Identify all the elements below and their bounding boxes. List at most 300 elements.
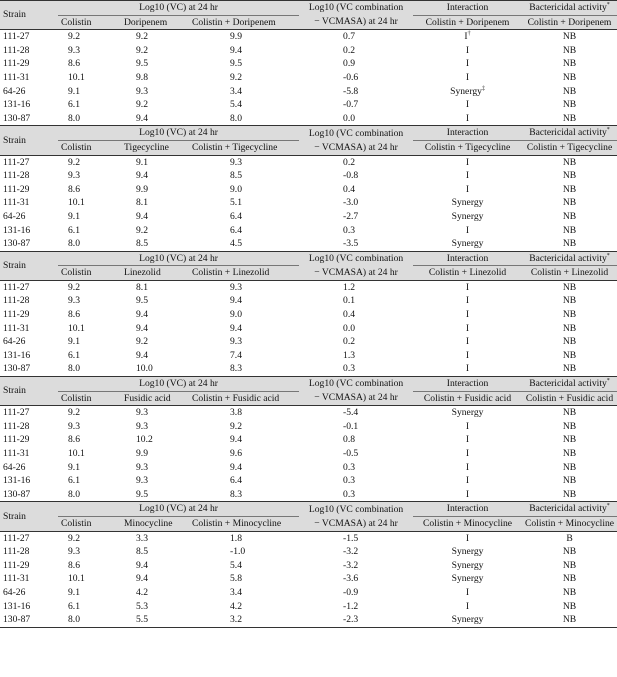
strain-cell: 111-27 (3, 281, 30, 293)
bactericidal-cell: NB (562, 210, 577, 222)
bactericidal-header-label: Bactericidal activity (529, 503, 607, 515)
bactericidal-cell: NB (562, 99, 577, 111)
log-diff-cell: -2.3 (299, 613, 413, 627)
log-diff-cell: 1.2 (343, 281, 356, 293)
combo-cell: 5.4 (230, 99, 242, 111)
combo-cell: 8.3 (188, 488, 299, 502)
log-diff-header-bottom: − VCMASA) at 24 hr (299, 15, 413, 30)
log-diff-header-bottom: − VCMASA) at 24 hr (299, 140, 413, 155)
colistin-cell: 6.1 (68, 600, 80, 612)
interaction-value: I (465, 156, 470, 168)
combo-cell: 9.4 (230, 461, 242, 473)
log-diff-cell: -5.4 (343, 407, 359, 419)
combo-cell: 9.2 (230, 420, 242, 432)
bactericidal-header-label: Bactericidal activity (529, 378, 607, 390)
interaction-cell (413, 545, 522, 559)
strain-cell: 131-16 (3, 224, 31, 236)
interaction-value: Synergy (451, 559, 484, 571)
log-diff-cell: 0.4 (343, 183, 356, 195)
colistin-header: Colistin (58, 391, 120, 406)
combo-header: Colistin + Doripenem (188, 15, 299, 30)
combo-cell: 6.4 (230, 224, 242, 236)
colistin-header: Colistin (58, 516, 120, 531)
bactericidal-footnote-mark: * (606, 377, 610, 384)
colistin-cell: 9.2 (68, 281, 80, 293)
interaction-value: I (465, 420, 470, 432)
interaction-value: I (465, 295, 470, 307)
combo-cell: 6.4 (230, 210, 242, 222)
drug-cell: 9.2 (136, 31, 148, 43)
interaction-value: I (465, 99, 470, 111)
colistin-cell: 8.0 (58, 112, 120, 126)
colistin-cell: 10.1 (68, 448, 85, 459)
section-subheader-row (0, 15, 617, 30)
combo-cell: 9.4 (230, 44, 242, 56)
interaction-value: I (465, 532, 470, 544)
colistin-cell: 9.2 (68, 156, 80, 168)
log-diff-cell: -0.9 (343, 586, 359, 598)
interaction-footnote-mark: † (467, 31, 471, 37)
drug-cell: 9.1 (136, 156, 148, 168)
combo-cell: 9.3 (230, 156, 242, 168)
interaction-value: I (465, 600, 470, 612)
bactericidal-combo-header: Colistin + Fusidic acid (522, 391, 617, 406)
table-row (0, 406, 617, 420)
log-diff-header-top: Log10 (VC combination (299, 126, 413, 141)
log-diff-cell: 0.2 (343, 156, 356, 168)
log-vc-header: Log10 (VC) at 24 hr (58, 377, 299, 392)
interaction-cell (413, 98, 522, 112)
interaction-cell (413, 210, 522, 224)
table-row (0, 461, 617, 475)
log-diff-cell: -3.5 (299, 237, 413, 251)
combo-cell: 9.4 (230, 322, 242, 334)
strain-cell: 131-16 (3, 99, 31, 111)
section-header-row (0, 126, 617, 141)
bactericidal-cell: NB (562, 461, 577, 473)
interaction-cell (413, 237, 522, 251)
drug-cell: 9.3 (136, 420, 148, 432)
table-row (0, 210, 617, 224)
log-diff-header-bottom: − VCMASA) at 24 hr (299, 391, 413, 406)
colistin-cell: 9.3 (68, 44, 80, 56)
strain-header: Strain (0, 377, 58, 406)
bactericidal-cell: NB (562, 407, 577, 419)
log-vc-header: Log10 (VC) at 24 hr (58, 251, 299, 266)
interaction-cell (413, 613, 522, 627)
log-diff-cell: 0.9 (343, 58, 356, 70)
combo-cell: 8.5 (230, 170, 242, 182)
bactericidal-cell: NB (562, 434, 577, 446)
interaction-cell (413, 169, 522, 183)
drug-cell: 9.2 (136, 99, 148, 111)
drug-cell: 9.3 (136, 407, 148, 419)
bactericidal-cell: NB (562, 58, 577, 70)
interaction-value: Synergy (451, 573, 484, 585)
log-diff-cell: -0.8 (343, 170, 359, 182)
drug-cell: 9.3 (136, 475, 148, 487)
interaction-value: I (465, 363, 470, 375)
interaction-cell (413, 572, 522, 586)
log-diff-cell: -0.6 (343, 71, 359, 83)
colistin-cell: 9.3 (68, 170, 80, 182)
strain-cell: 130-87 (0, 362, 58, 376)
log-diff-header-top: Log10 (VC combination (299, 251, 413, 266)
bactericidal-footnote-mark: * (606, 127, 610, 134)
table-row (0, 433, 617, 447)
bactericidal-header-label: Bactericidal activity (529, 2, 607, 13)
bactericidal-cell: NB (562, 559, 577, 571)
log-diff-header-top: Log10 (VC combination (299, 1, 413, 16)
log-diff-cell: 0.3 (343, 475, 356, 487)
combo-cell: 3.2 (188, 613, 299, 627)
interaction-cell (413, 85, 522, 99)
table-row (0, 98, 617, 112)
drug-cell: 9.4 (136, 210, 148, 222)
interaction-cell (413, 112, 522, 126)
drug-cell: 10.2 (136, 434, 153, 446)
strain-header: Strain (0, 251, 58, 280)
drug-cell: 8.5 (120, 237, 188, 251)
strain-header: Strain (0, 1, 58, 30)
interaction-cell (413, 322, 522, 336)
bactericidal-footnote-mark: * (606, 1, 610, 8)
interaction-value: I (465, 58, 470, 70)
bactericidal-cell: NB (562, 197, 577, 209)
bactericidal-cell: NB (562, 573, 577, 585)
interaction-value: I (465, 112, 470, 124)
colistin-cell: 8.0 (58, 237, 120, 251)
strain-cell: 131-16 (3, 349, 31, 361)
interaction-value: I (465, 170, 470, 182)
colistin-cell: 9.2 (68, 407, 80, 419)
colistin-cell: 9.3 (68, 420, 80, 432)
log-diff-cell: -1.2 (343, 600, 359, 612)
log-diff-cell: 0.1 (343, 295, 356, 307)
combo-header: Colistin + Linezolid (188, 266, 299, 281)
colistin-header: Colistin (58, 140, 120, 155)
interaction-header: Interaction (413, 377, 522, 392)
log-diff-cell: -3.2 (343, 559, 359, 571)
interaction-cell (413, 44, 522, 58)
interaction-cell (413, 559, 522, 573)
interaction-value: I (465, 44, 470, 56)
bactericidal-cell: NB (562, 420, 577, 432)
log-diff-cell: 1.3 (343, 349, 356, 361)
strain-cell: 111-27 (3, 31, 30, 43)
table-row (0, 447, 617, 461)
table-row (0, 545, 617, 559)
interaction-combo-header: Colistin + Linezolid (413, 266, 522, 281)
combo-cell: 7.4 (230, 349, 242, 361)
combo-cell: 5.1 (230, 197, 242, 209)
interaction-value: I (465, 336, 470, 348)
bactericidal-combo-header: Colistin + Doripenem (522, 15, 617, 30)
table-row (0, 169, 617, 183)
interaction-cell (413, 280, 522, 294)
colistin-cell: 9.1 (68, 336, 80, 348)
combo-cell: 3.8 (230, 407, 242, 419)
strain-cell: 64-26 (3, 461, 26, 473)
log-diff-cell: 0.8 (343, 434, 356, 446)
interaction-cell (413, 196, 522, 210)
interaction-combo-header: Colistin + Minocycline (413, 516, 522, 531)
bactericidal-cell: NB (562, 156, 577, 168)
bactericidal-cell: NB (562, 448, 577, 459)
strain-cell: 111-27 (3, 156, 30, 168)
strain-cell: 131-16 (3, 600, 31, 612)
strain-cell: 130-87 (0, 613, 58, 627)
interaction-cell (413, 362, 522, 376)
drug-cell: 8.1 (136, 281, 148, 293)
table-row (0, 362, 617, 376)
drug-cell: 8.5 (136, 546, 148, 558)
interaction-header: Interaction (413, 502, 522, 517)
strain-cell: 130-87 (0, 237, 58, 251)
table-row (0, 335, 617, 349)
interaction-value: I (465, 349, 470, 361)
table-row (0, 30, 617, 44)
colistin-cell: 9.2 (68, 532, 80, 544)
interaction-cell (413, 349, 522, 363)
interaction-value: I (465, 448, 470, 459)
table-row (0, 294, 617, 308)
section-header-row (0, 377, 617, 392)
drug-cell: 9.5 (120, 488, 188, 502)
log-diff-cell: 0.4 (343, 309, 356, 321)
log-diff-cell: 0.0 (299, 112, 413, 126)
drug-cell: 9.4 (136, 309, 148, 321)
combo-cell: 9.3 (230, 336, 242, 348)
strain-cell: 64-26 (3, 586, 26, 598)
interaction-cell (413, 488, 522, 502)
strain-cell: 64-26 (3, 336, 26, 348)
drug-cell: 9.8 (136, 71, 148, 83)
colistin-cell: 8.0 (58, 613, 120, 627)
interaction-value: Synergy (451, 210, 484, 222)
interaction-cell (413, 586, 522, 600)
section-header-row (0, 502, 617, 517)
drug-cell: 5.3 (136, 600, 148, 612)
colistin-cell: 10.1 (68, 573, 85, 585)
log-diff-cell: -0.5 (343, 448, 359, 459)
table-row (0, 85, 617, 99)
drug-header: Tigecycline (120, 140, 188, 155)
interaction-cell (413, 600, 522, 614)
drug-cell: 9.3 (136, 85, 148, 97)
log-diff-header-bottom: − VCMASA) at 24 hr (299, 266, 413, 281)
log-diff-cell: 0.3 (299, 488, 413, 502)
drug-cell: 10.0 (120, 362, 188, 376)
colistin-cell: 9.1 (68, 85, 80, 97)
interaction-combo-header: Colistin + Doripenem (413, 15, 522, 30)
colistin-header: Colistin (58, 15, 120, 30)
drug-cell: 9.2 (136, 44, 148, 56)
combo-cell: 8.3 (188, 362, 299, 376)
table-row (0, 183, 617, 197)
bactericidal-cell: NB (562, 600, 577, 612)
interaction-cell (413, 71, 522, 85)
combo-cell: 9.0 (230, 183, 242, 195)
log-diff-header-bottom: − VCMASA) at 24 hr (299, 516, 413, 531)
drug-cell: 9.4 (136, 559, 148, 571)
combo-cell: 9.0 (230, 309, 242, 321)
table-row (0, 322, 617, 336)
bactericidal-header-label: Bactericidal activity (529, 252, 607, 264)
strain-cell: 111-29 (3, 58, 30, 70)
log-diff-cell: 0.3 (343, 461, 356, 473)
colistin-header: Colistin (58, 266, 120, 281)
log-diff-cell: 0.7 (343, 31, 356, 43)
strain-cell: 130-87 (0, 488, 58, 502)
bactericidal-cell: NB (522, 488, 617, 502)
log-diff-cell: 0.3 (299, 362, 413, 376)
bactericidal-cell: NB (562, 295, 577, 307)
strain-cell: 131-16 (3, 475, 31, 487)
colistin-cell: 9.3 (68, 546, 80, 558)
bactericidal-cell: NB (562, 44, 577, 56)
table-row (0, 44, 617, 58)
interaction-value: Synergy (451, 546, 484, 558)
log-vc-header: Log10 (VC) at 24 hr (58, 1, 299, 16)
colistin-cell: 9.1 (68, 210, 80, 222)
strain-cell: 111-31 (3, 197, 30, 209)
drug-cell: 9.9 (136, 183, 148, 195)
drug-header: Minocycline (120, 516, 188, 531)
combo-header: Colistin + Minocycline (188, 516, 299, 531)
colistin-cell: 9.3 (68, 295, 80, 307)
interaction-header: Interaction (413, 1, 522, 16)
drug-header: Fusidic acid (120, 391, 188, 406)
bactericidal-header (522, 126, 617, 141)
table-row (0, 308, 617, 322)
interaction-footnote-mark: ‡ (481, 85, 485, 92)
bactericidal-combo-header: Colistin + Linezolid (522, 266, 617, 281)
interaction-cell (413, 155, 522, 169)
table-row (0, 57, 617, 71)
table-row (0, 71, 617, 85)
log-diff-cell: -0.1 (343, 420, 359, 432)
bactericidal-cell: NB (562, 183, 577, 195)
interaction-cell (413, 224, 522, 238)
table-row (0, 559, 617, 573)
log-diff-cell: 0.0 (343, 322, 356, 334)
interaction-cell (413, 30, 522, 44)
combo-cell: 9.4 (230, 295, 242, 307)
bactericidal-cell: NB (562, 281, 577, 293)
strain-cell: 111-31 (3, 322, 30, 334)
strain-cell: 111-28 (3, 44, 30, 56)
interaction-cell (413, 474, 522, 488)
interaction-value: I (465, 434, 470, 446)
bactericidal-cell: NB (562, 546, 577, 558)
table-row (0, 280, 617, 294)
colistin-cell: 9.1 (68, 586, 80, 598)
combo-cell: 9.5 (230, 58, 242, 70)
table-row (0, 488, 617, 502)
strain-cell: 111-28 (3, 170, 30, 182)
bactericidal-cell: NB (522, 613, 617, 627)
colistin-cell: 8.0 (58, 488, 120, 502)
table-row (0, 572, 617, 586)
strain-cell: 111-27 (3, 532, 30, 544)
interaction-value: I (465, 475, 470, 487)
drug-cell: 9.5 (136, 295, 148, 307)
interaction-value: Synergy (451, 614, 484, 626)
interaction-cell (413, 531, 522, 545)
bactericidal-combo-header: Colistin + Tigecycline (522, 140, 617, 155)
bactericidal-footnote-mark: * (606, 252, 610, 259)
drug-cell: 9.2 (136, 336, 148, 348)
bactericidal-cell: NB (562, 322, 577, 334)
drug-cell: 9.4 (136, 170, 148, 182)
combo-cell: 3.4 (230, 586, 242, 598)
bactericidal-cell: NB (562, 586, 577, 598)
combo-cell: -1.0 (230, 546, 246, 558)
bactericidal-cell: NB (562, 170, 577, 182)
combo-cell: 5.8 (230, 573, 242, 585)
combo-cell: 3.4 (230, 85, 242, 97)
combo-cell: 5.4 (230, 559, 242, 571)
bactericidal-cell: NB (562, 309, 577, 321)
strain-cell: 111-31 (3, 71, 30, 83)
bactericidal-cell: NB (522, 237, 617, 251)
section-header-row (0, 1, 617, 16)
drug-cell: 5.5 (120, 613, 188, 627)
colistin-cell: 8.0 (58, 362, 120, 376)
log-diff-cell: 0.3 (343, 224, 356, 236)
interaction-cell (413, 420, 522, 434)
table-row (0, 420, 617, 434)
bactericidal-cell: NB (562, 31, 577, 43)
interaction-header: Interaction (413, 126, 522, 141)
interaction-cell (413, 461, 522, 475)
section-subheader-row (0, 140, 617, 155)
table-row (0, 196, 617, 210)
log-diff-cell: -3.0 (343, 197, 359, 209)
section-subheader-row (0, 391, 617, 406)
colistin-cell: 8.6 (68, 183, 80, 195)
bactericidal-footnote-mark: * (606, 503, 610, 510)
drug-cell: 3.3 (136, 532, 148, 544)
interaction-value: I (465, 309, 470, 321)
combo-cell: 4.5 (188, 237, 299, 251)
interaction-combo-header: Colistin + Fusidic acid (413, 391, 522, 406)
strain-header: Strain (0, 502, 58, 531)
interaction-value: I (465, 488, 470, 500)
table-row (0, 613, 617, 627)
colistin-cell: 6.1 (68, 224, 80, 236)
bactericidal-header (522, 502, 617, 517)
colistin-cell: 9.2 (68, 31, 80, 43)
colistin-cell: 6.1 (68, 99, 80, 111)
interaction-value: I (465, 281, 470, 293)
drug-cell: 9.4 (136, 573, 148, 585)
bactericidal-header (522, 377, 617, 392)
bactericidal-cell: NB (562, 224, 577, 236)
combo-cell: 9.2 (230, 71, 242, 83)
interaction-value: I (465, 461, 470, 473)
bactericidal-cell: B (566, 532, 573, 544)
combo-cell: 9.4 (230, 434, 242, 446)
drug-cell: 9.9 (136, 448, 148, 459)
interaction-value: I (465, 322, 470, 334)
colistin-cell: 6.1 (68, 475, 80, 487)
bactericidal-header (522, 1, 617, 16)
combo-cell: 8.0 (188, 112, 299, 126)
combo-cell: 1.8 (230, 532, 242, 544)
bactericidal-cell: NB (562, 336, 577, 348)
